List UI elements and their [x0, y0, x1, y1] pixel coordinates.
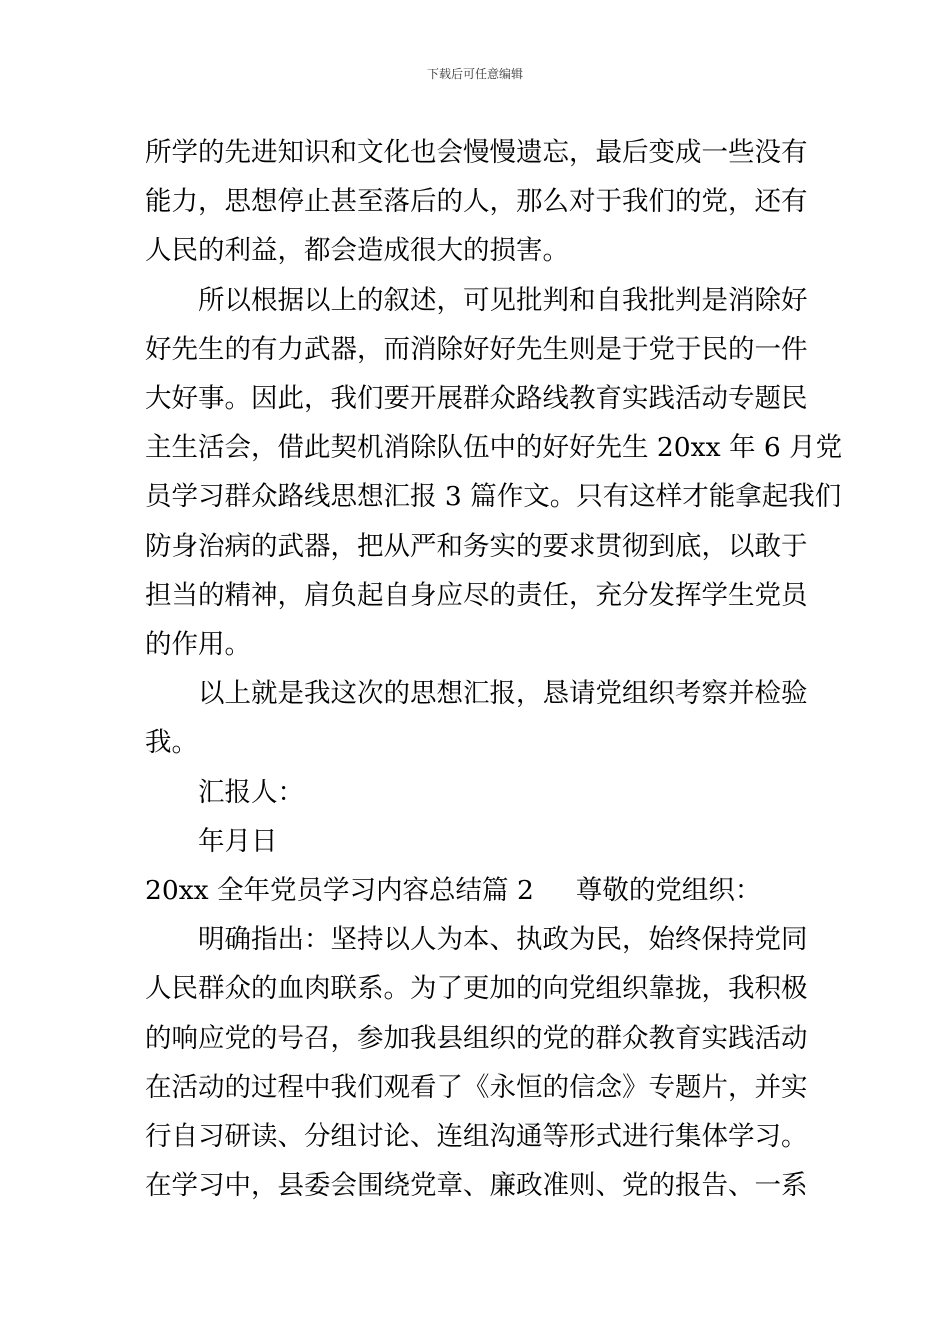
- text-line: 所学的先进知识和文化也会慢慢遗忘，最后变成一些没有: [145, 137, 808, 168]
- text-line: 能力，思想停止甚至落后的人，那么对于我们的党，还有: [145, 186, 808, 218]
- text-line: 所以根据以上的叙述，可见批判和自我批判是消除好: [198, 284, 808, 316]
- text-line: 以上就是我这次的思想汇报，恳请党组织考察并检验: [198, 678, 808, 710]
- section-title: 20xx 全年党员学习内容总结篇 2: [145, 875, 534, 907]
- page-header: 下载后可任意编辑: [426, 67, 523, 81]
- text-line: 在学习中，县委会围绕党章、廉政准则、党的报告、一系: [145, 1170, 808, 1202]
- section-heading: [145, 866, 810, 915]
- text-line: 在活动的过程中我们观看了《永恒的信念》专题片，并实: [145, 1071, 808, 1103]
- text-line: 主生活会，借此契机消除队伍中的好好先生 20xx 年 6 月党: [145, 432, 843, 464]
- text-line: 我。: [145, 727, 198, 759]
- text-line: 人民群众的血肉联系。为了更加的向党组织靠拢，我积极: [145, 973, 808, 1005]
- text-line: 人民的利益，都会造成很大的损害。: [145, 235, 569, 267]
- text-line: 担当的精神，肩负起自身应尽的责任，充分发挥学生党员: [145, 579, 808, 611]
- text-line: 行自习研读、分组讨论、连组沟通等形式进行集体学习。: [145, 1121, 808, 1153]
- text-line: 防身治病的武器，把从严和务实的要求贯彻到底，以敢于: [145, 530, 808, 562]
- text-line: 的响应党的号召，参加我县组织的党的群众教育实践活动: [145, 1022, 808, 1054]
- text-line: 好先生的有力武器，而消除好好先生则是于党于民的一件: [145, 333, 808, 365]
- text-line: 员学习群众路线思想汇报 3 篇作文。只有这样才能拿起我们: [145, 481, 842, 513]
- date-line: 年月日: [198, 825, 278, 857]
- signature-label: 汇报人：: [198, 776, 304, 808]
- greeting: 尊敬的党组织：: [575, 875, 762, 907]
- text-line: 明确指出：坚持以人为本、执政为民，始终保持党同: [198, 924, 808, 956]
- text-line: 的作用。: [145, 629, 251, 661]
- document-body: [145, 128, 843, 1210]
- text-line: 大好事。因此，我们要开展群众路线教育实践活动专题民: [145, 383, 808, 415]
